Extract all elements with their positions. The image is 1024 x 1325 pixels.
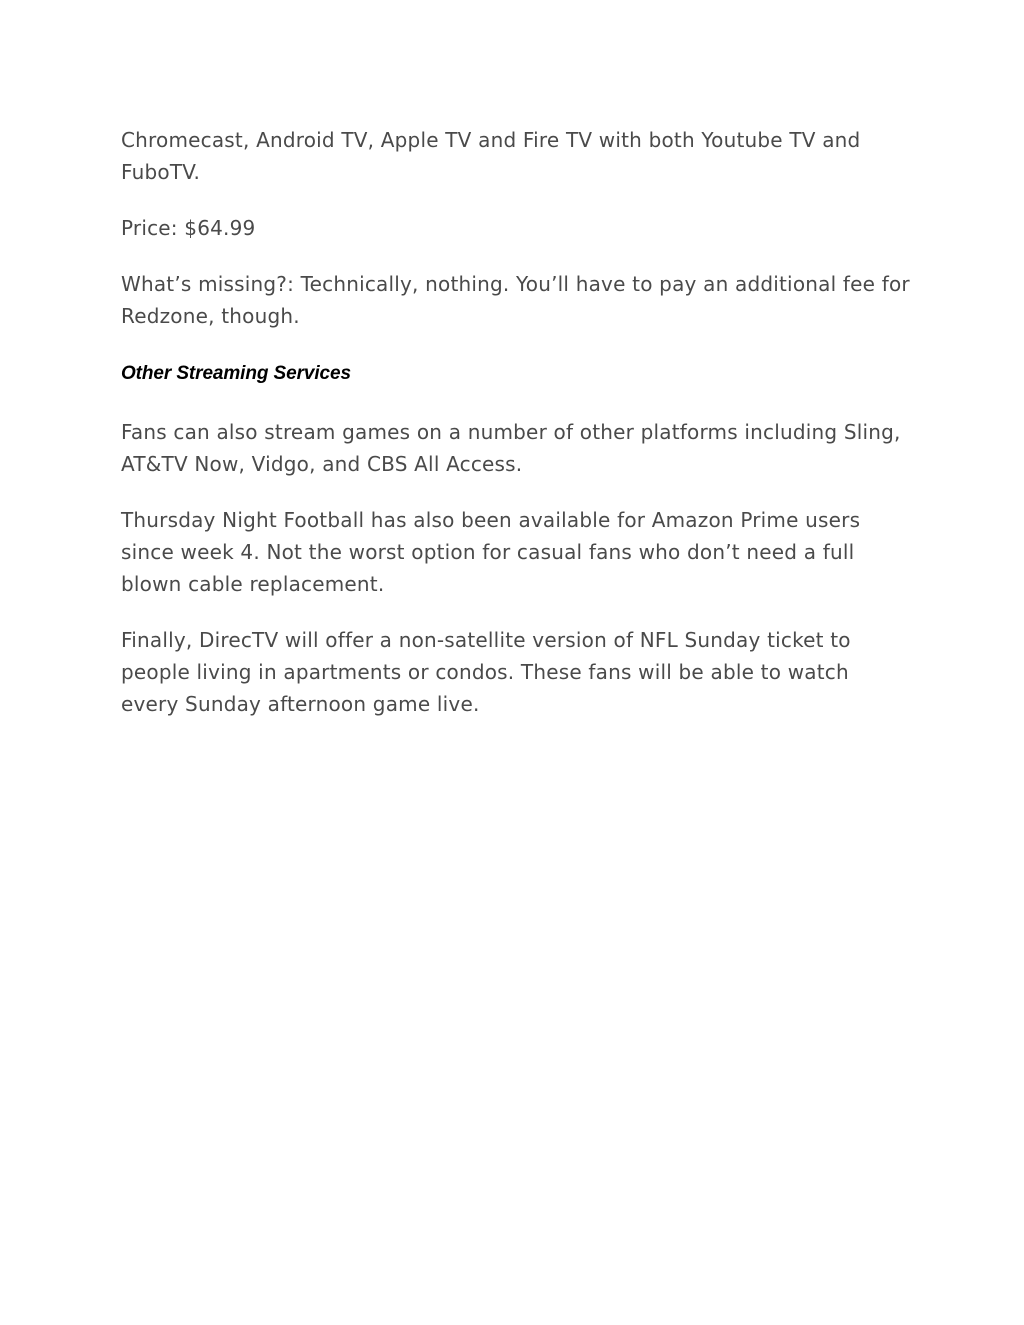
directv-paragraph: Finally, DirecTV will offer a non-satellite version of NFL Sunday ticket to people living in apartments or condos. These fans will be able to watch every Sunday afternoon game live. (121, 628, 851, 716)
section-heading: Other Streaming Services (121, 363, 351, 384)
price-paragraph: Price: $64.99 (121, 216, 256, 240)
device-support-paragraph: Chromecast, Android TV, Apple TV and Fire TV with both Youtube TV and FuboTV. (121, 128, 861, 184)
article-body (121, 124, 911, 744)
whats-missing-paragraph: What’s missing?: Technically, nothing. You’ll have to pay an additional fee for Redzone, though. (121, 272, 910, 328)
thursday-night-football-paragraph: Thursday Night Football has also been available for Amazon Prime users since week 4. Not the worst option for casual fans who don’t need a full blown cable replacement. (121, 508, 861, 596)
other-platforms-paragraph: Fans can also stream games on a number of other platforms including Sling, AT&TV Now, Vidgo, and CBS All Access. (121, 420, 901, 476)
